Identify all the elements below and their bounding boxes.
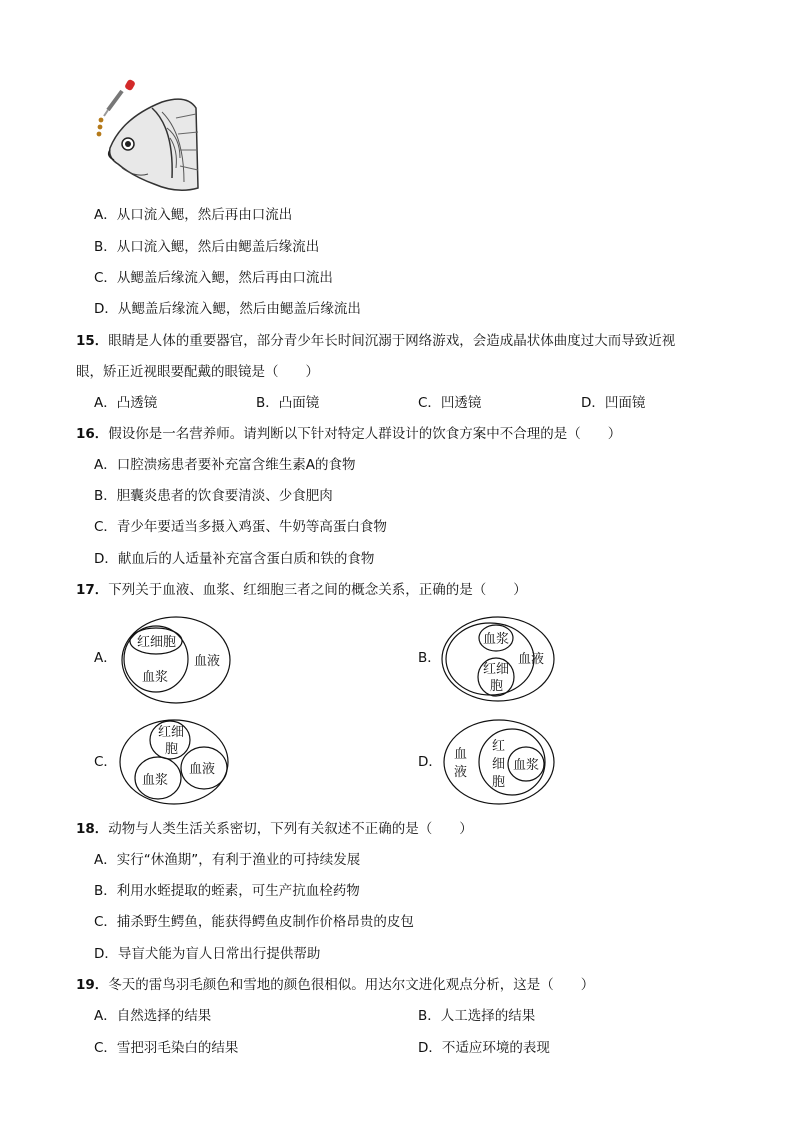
q17-option-b-label: B． (418, 650, 441, 666)
q16-stem: 16．假设你是一名营养师。请判断以下针对特定人群设计的饮食方案中不合理的是（ ） (76, 426, 622, 442)
venn-a-rbc-label: 红细胞 (137, 635, 177, 650)
q18-option-b: B．利用水蛭提取的蛭素，可生产抗血栓药物 (94, 883, 360, 899)
q14-option-b: B．从口流入鳃，然后由鳃盖后缘流出 (94, 239, 320, 255)
q17-option-c-label: C． (94, 754, 117, 770)
venn-d-rbc-label-1: 红 (492, 739, 506, 754)
q15-stem-line2: 眼，矫正近视眼要配戴的眼镜是（ ） (76, 364, 319, 380)
q19-option-a: A．自然选择的结果 (94, 1008, 212, 1024)
q18-option-d: D．导盲犬能为盲人日常出行提供帮助 (94, 946, 321, 962)
q16-option-c: C．青少年要适当多摄入鸡蛋、牛奶等高蛋白食物 (94, 519, 387, 535)
venn-d-plasma-label: 血浆 (513, 758, 540, 773)
venn-d-blood-label-2: 液 (454, 765, 468, 780)
q15-option-b: B．凸面镜 (256, 395, 320, 411)
q17-number: 17． (76, 582, 109, 598)
q15-option-c: C．凹透镜 (418, 395, 482, 411)
venn-d-rbc-label-2: 细 (492, 757, 506, 772)
venn-diagram-b (440, 615, 556, 703)
venn-b-rbc-label-1: 红细 (483, 662, 510, 677)
q18-option-c: C．捕杀野生鳄鱼，能获得鳄鱼皮制作价格昂贵的皮包 (94, 914, 414, 930)
venn-a-plasma-label: 血浆 (142, 670, 169, 685)
venn-diagram-c (118, 718, 230, 806)
venn-c-rbc-label-1: 红细 (158, 725, 185, 740)
q18-option-a: A．实行“休渔期”，有利于渔业的可持续发展 (94, 852, 361, 868)
venn-b-plasma-label: 血浆 (483, 632, 510, 647)
q19-option-b: B．人工选择的结果 (418, 1008, 536, 1024)
q15-option-d: D．凹面镜 (581, 395, 646, 411)
q15-stem-line1: 15．眼睛是人体的重要器官，部分青少年长时间沉溺于网络游戏，会造成晶状体曲度过大而导致近视 (76, 333, 676, 349)
venn-diagram-a (120, 615, 232, 705)
q15-option-a: A．凸透镜 (94, 395, 158, 411)
q15-options (94, 393, 714, 413)
venn-c-plasma-label: 血浆 (142, 773, 169, 788)
venn-d-rbc-label-3: 胞 (492, 775, 506, 790)
q16-number: 16． (76, 426, 109, 442)
q17-option-d-label: D． (418, 754, 442, 770)
q16-option-d: D．献血后的人适量补充富含蛋白质和铁的食物 (94, 551, 375, 567)
q14-option-d: D．从鳃盖后缘流入鳃，然后由鳃盖后缘流出 (94, 301, 361, 317)
fish-head-icon (109, 99, 198, 190)
venn-d-blood-label-1: 血 (454, 747, 468, 762)
q19-option-c: C．雪把羽毛染白的结果 (94, 1040, 239, 1056)
venn-a-blood-label: 血液 (194, 654, 221, 669)
venn-diagram-d (442, 718, 556, 806)
q18-number: 18． (76, 821, 109, 837)
q19-number: 19． (76, 977, 109, 993)
venn-b-blood-label: 血液 (518, 652, 545, 667)
q16-option-b: B．胆囊炎患者的饮食要清淡、少食肥肉 (94, 488, 333, 504)
q17-stem: 17．下列关于血液、血浆、红细胞三者之间的概念关系，正确的是（ ） (76, 582, 527, 598)
q18-stem: 18．动物与人类生活关系密切，下列有关叙述不正确的是（ ） (76, 821, 473, 837)
fish-dropper-illustration (92, 78, 202, 196)
q19-stem: 19．冬天的雷鸟羽毛颜色和雪地的颜色很相似。用达尔文进化观点分析，这是（ ） (76, 977, 595, 993)
venn-c-rbc-label-2: 胞 (165, 742, 179, 757)
q14-option-c: C．从鳃盖后缘流入鳃，然后再由口流出 (94, 270, 333, 286)
venn-c-blood-label: 血液 (189, 762, 216, 777)
q19-options-row2 (94, 1038, 714, 1058)
q17-option-a-label: A． (94, 650, 117, 666)
q16-option-a: A．口腔溃疡患者要补充富含维生素A的食物 (94, 457, 356, 473)
venn-b-rbc-label-2: 胞 (490, 679, 504, 694)
q15-number: 15． (76, 333, 109, 349)
q19-option-d: D．不适应环境的表现 (418, 1040, 550, 1056)
q14-option-a: A．从口流入鳃，然后再由口流出 (94, 207, 293, 223)
q19-options-row1 (94, 1006, 714, 1026)
